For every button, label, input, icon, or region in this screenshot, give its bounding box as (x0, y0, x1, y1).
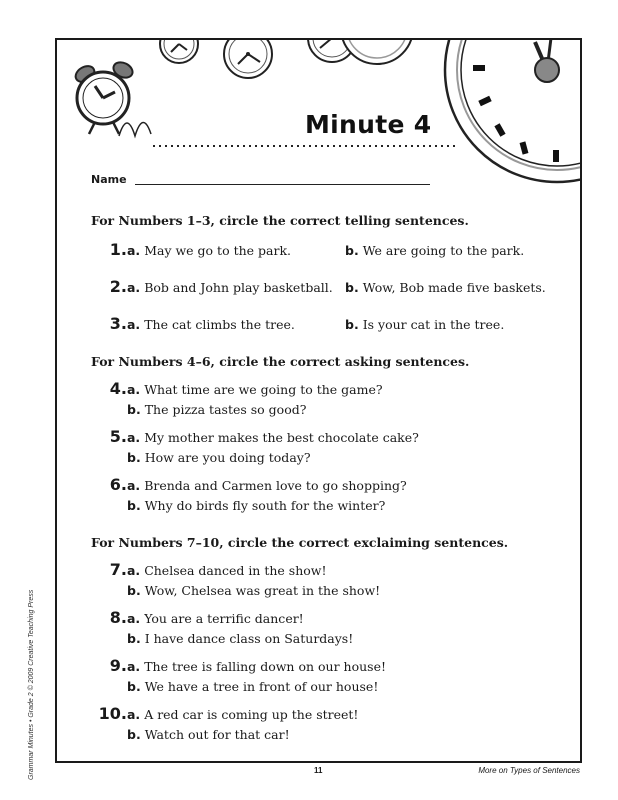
option-letter: a. (127, 707, 141, 722)
question-number: 7. (109, 560, 127, 579)
option-a[interactable] (127, 280, 333, 295)
option-text: Why do birds fly south for the winter? (144, 498, 386, 513)
option-a[interactable] (127, 707, 358, 722)
option-letter: b. (345, 317, 359, 332)
option-letter: b. (127, 498, 141, 513)
option-b[interactable] (345, 280, 546, 295)
small-clock-icon (341, 40, 413, 64)
option-letter: a. (127, 317, 141, 332)
question-number: 4. (109, 379, 127, 398)
copyright-credit: Grammar Minutes • Grade 2 © 2009 Creative Teaching Press (28, 589, 35, 780)
footer-topic: More on Types of Sentences (478, 766, 580, 775)
option-b[interactable] (127, 583, 380, 598)
question-number: 10. (98, 704, 127, 723)
option-a[interactable] (127, 659, 386, 674)
option-text: My mother makes the best chocolate cake? (144, 430, 419, 445)
option-letter: b. (345, 243, 359, 258)
option-letter: a. (127, 478, 141, 493)
option-b[interactable] (345, 317, 504, 332)
option-b[interactable] (127, 727, 290, 742)
option-a[interactable] (127, 317, 295, 332)
option-text: Wow, Chelsea was great in the show! (144, 583, 381, 598)
alarm-clock-icon (73, 59, 151, 136)
option-text: What time are we going to the game? (144, 382, 383, 397)
option-b[interactable] (127, 679, 378, 694)
option-a[interactable] (127, 382, 383, 397)
option-text: We are going to the park. (362, 243, 525, 258)
option-text: How are you doing today? (144, 450, 311, 465)
option-letter: a. (127, 659, 141, 674)
question-number: 3. (109, 314, 127, 333)
option-a[interactable] (127, 243, 291, 258)
option-a[interactable] (127, 611, 304, 626)
worksheet-frame (55, 38, 582, 763)
small-clock-icon (224, 40, 272, 78)
option-letter: a. (127, 280, 141, 295)
option-letter: a. (127, 611, 141, 626)
option-text: I have dance class on Saturdays! (144, 631, 354, 646)
option-text: The pizza tastes so good? (144, 402, 307, 417)
option-text: Chelsea danced in the show! (144, 563, 327, 578)
option-letter: a. (127, 563, 141, 578)
option-text: Brenda and Carmen love to go shopping? (144, 478, 407, 493)
question-number: 1. (109, 240, 127, 259)
option-letter: a. (127, 243, 141, 258)
option-text: A red car is coming up the street! (144, 707, 359, 722)
option-letter: a. (127, 382, 141, 397)
page-title: Minute 4 (305, 110, 432, 139)
option-text: Bob and John play basketball. (144, 280, 333, 295)
option-b[interactable] (127, 631, 353, 646)
option-a[interactable] (127, 478, 407, 493)
question-number: 2. (109, 277, 127, 296)
option-text: May we go to the park. (144, 243, 291, 258)
name-label: Name (91, 173, 127, 186)
option-a[interactable] (127, 563, 327, 578)
section-3-instruction: For Numbers 7–10, circle the correct exclaiming sentences. (91, 535, 509, 550)
question-number: 6. (109, 475, 127, 494)
option-b[interactable] (127, 450, 311, 465)
option-a[interactable] (127, 430, 419, 445)
option-letter: b. (127, 631, 141, 646)
option-letter: b. (127, 450, 141, 465)
option-text: Watch out for that car! (144, 727, 290, 742)
option-letter: b. (127, 583, 141, 598)
option-b[interactable] (345, 243, 524, 258)
question-number: 8. (109, 608, 127, 627)
option-text: The cat climbs the tree. (144, 317, 295, 332)
name-field-line[interactable] (135, 184, 430, 185)
option-b[interactable] (127, 498, 385, 513)
question-number: 9. (109, 656, 127, 675)
option-b[interactable] (127, 402, 306, 417)
large-clock-icon (445, 40, 582, 182)
option-letter: b. (127, 679, 141, 694)
option-text: You are a terrific dancer! (144, 611, 304, 626)
section-2-instruction: For Numbers 4–6, circle the correct asking sentences. (91, 354, 470, 369)
option-letter: b. (127, 727, 141, 742)
option-letter: a. (127, 430, 141, 445)
small-clock-icon (160, 40, 198, 63)
option-letter: b. (127, 402, 141, 417)
section-1-instruction: For Numbers 1–3, circle the correct telling sentences. (91, 213, 469, 228)
option-text: Is your cat in the tree. (362, 317, 505, 332)
option-text: The tree is falling down on our house! (144, 659, 386, 674)
question-number: 5. (109, 427, 127, 446)
option-letter: b. (345, 280, 359, 295)
option-text: We have a tree in front of our house! (144, 679, 379, 694)
option-text: Wow, Bob made five baskets. (362, 280, 546, 295)
page-number: 11 (314, 766, 323, 775)
